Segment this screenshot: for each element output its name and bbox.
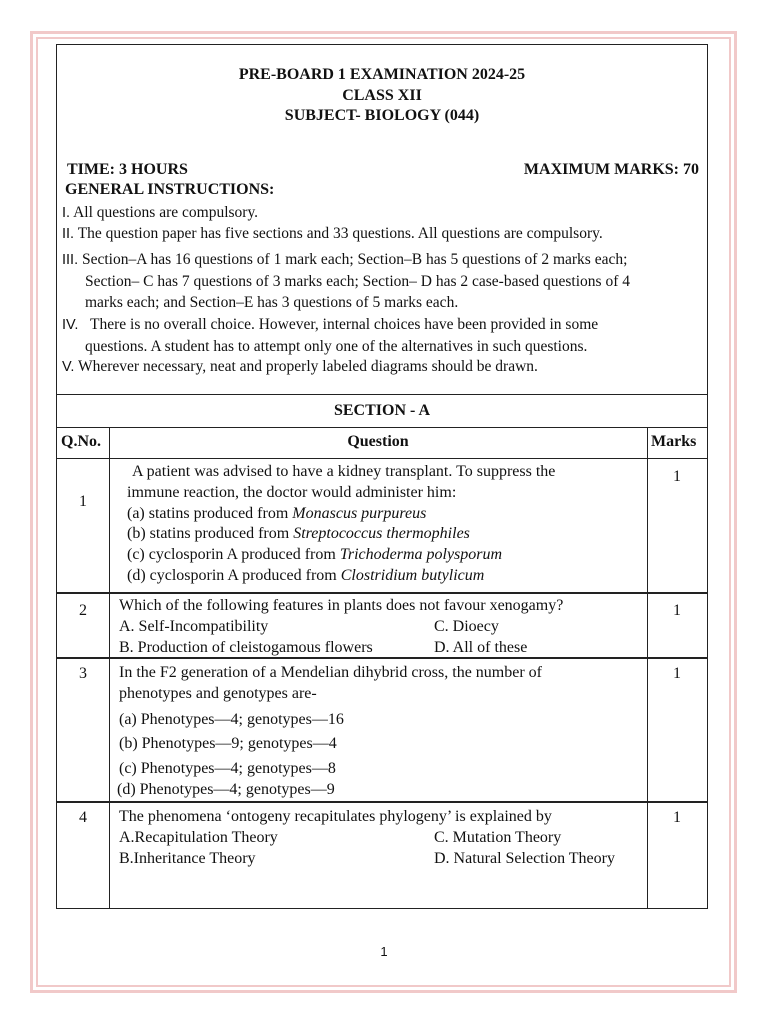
- q4-option-c: C. Mutation Theory: [434, 828, 562, 846]
- question-number-4: 4: [79, 809, 87, 826]
- q2-option-a: A. Self-Incompatibility: [119, 617, 269, 635]
- q4-option-d: D. Natural Selection Theory: [434, 849, 615, 867]
- col-header-question: Question: [347, 433, 409, 450]
- row-line-3: [57, 801, 707, 803]
- col-header-qno: Q.No.: [61, 433, 101, 450]
- question-number-3: 3: [79, 665, 87, 682]
- q3-option-a: (a) Phenotypes—4; genotypes—16: [119, 710, 344, 728]
- question-4: The phenomena ‘ontogeny recapitulates phylogeny’ is explained by A.Recapitulation Theory C. Mutation Theory B.Inheritance Theory D. Natural Selection Theory: [119, 807, 649, 869]
- q1-option-b: (b) statins produced from Streptococcus thermophiles: [127, 525, 470, 543]
- question-marks-3: 1: [673, 665, 681, 682]
- instruction-1: I. All questions are compulsory.: [62, 204, 259, 221]
- class-label: CLASS XII: [342, 86, 422, 104]
- exam-header: [57, 65, 707, 127]
- general-instructions-title: GENERAL INSTRUCTIONS:: [65, 181, 275, 198]
- section-title: SECTION - A: [333, 402, 431, 419]
- question-number-2: 2: [79, 602, 87, 619]
- q2-option-b: B. Production of cleistogamous flowers: [119, 638, 373, 656]
- q1-option-a: (a) statins produced from Monascus purpureus: [127, 504, 427, 522]
- col-line-1: [109, 427, 110, 909]
- question-3: In the F2 generation of a Mendelian dihybrid cross, the number of phenotypes and genotypes are- (a) Phenotypes—4; genotypes—16 (b) Phenotypes—9; genotypes—4 (c) Phenotypes—4; genotypes—8 (d) Phenotypes—4; genotypes—9: [119, 663, 649, 801]
- exam-title: PRE-BOARD 1 EXAMINATION 2024-25: [238, 66, 526, 83]
- q4-option-a: A.Recapitulation Theory: [119, 828, 278, 846]
- question-2: Which of the following features in plants does not favour xenogamy? A. Self-Incompatibility C. Dioecy B. Production of cleistogamous flowers D. All of these: [119, 596, 649, 658]
- q1-option-d: (d) cyclosporin A produced from Clostridium butylicum: [127, 566, 485, 584]
- time-label: TIME: 3 HOURS: [67, 161, 188, 178]
- page-number: 1: [380, 944, 388, 959]
- instruction-4: IV. There is no overall choice. However, internal choices have been provided in some questions. A student has to attempt only one of the alternatives in such questions.: [62, 316, 599, 355]
- subject-label: SUBJECT- BIOLOGY (044): [284, 107, 480, 124]
- q2-option-d: D. All of these: [434, 638, 528, 656]
- instruction-3: III. Section–A has 16 questions of 1 mark each; Section–B has 5 questions of 2 marks each; Section– C has 7 questions of 3 marks each; Section– D has 2 case-based questions of 4 marks each; and Section–E has 3 questions of 5 marks each.: [62, 251, 630, 311]
- instruction-5: V. Wherever necessary, neat and properly labeled diagrams should be drawn.: [62, 358, 538, 375]
- section-divider: [57, 394, 707, 395]
- row-line-1: [57, 592, 707, 594]
- question-marks-2: 1: [673, 602, 681, 619]
- q3-option-d: (d) Phenotypes—4; genotypes—9: [117, 780, 335, 798]
- instruction-2: II. The question paper has five sections and 33 questions. All questions are compulsory.: [62, 225, 603, 242]
- question-marks-4: 1: [673, 809, 681, 826]
- max-marks-label: MAXIMUM MARKS: 70: [523, 161, 699, 178]
- question-1: A patient was advised to have a kidney transplant. To suppress the immune reaction, the doctor would administer him: (a) statins produced from Monascus purpureus (b) statins produced from Streptococcus thermophiles (c) cyclosporin A produced from Trichoderma polysporum (d) cyclosporin A produced from Clostridium butylicum: [127, 462, 657, 587]
- q3-option-b: (b) Phenotypes—9; genotypes—4: [119, 735, 337, 753]
- q2-option-c: C. Dioecy: [434, 617, 499, 635]
- q1-option-c: (c) cyclosporin A produced from Trichoderma polysporum: [127, 546, 503, 564]
- table-top-line: [57, 427, 707, 428]
- question-marks-1: 1: [673, 468, 681, 485]
- q3-option-c: (c) Phenotypes—4; genotypes—8: [119, 760, 336, 778]
- time-marks-row: [67, 161, 699, 179]
- q4-option-b: B.Inheritance Theory: [119, 849, 256, 867]
- exam-page: [56, 44, 708, 909]
- col-header-marks: Marks: [651, 433, 697, 450]
- question-number-1: 1: [79, 493, 87, 510]
- header-row-line: [57, 458, 707, 459]
